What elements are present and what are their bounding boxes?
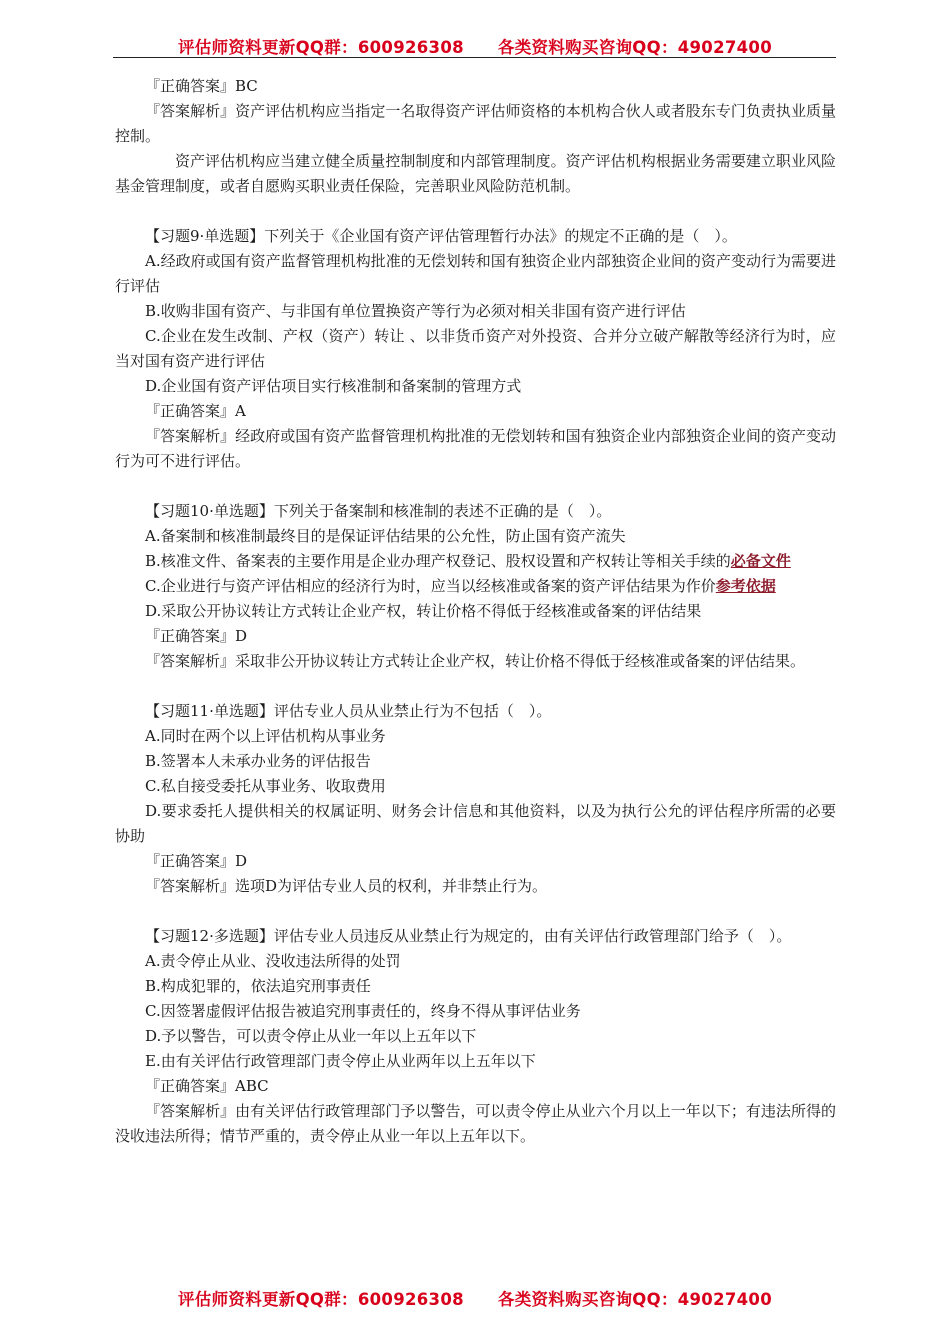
q8-answer: 『正确答案』BC bbox=[145, 77, 258, 95]
q9-analysis: 『答案解析』经政府或国有资产监督管理机构批准的无偿划转和国有独资企业内部独资企业间的资产变动行为可不进行评估。 bbox=[115, 427, 836, 470]
q8-analysis-cont: 资产评估机构应当建立健全质量控制制度和内部管理制度。资产评估机构根据业务需要建立职业风险基金管理制度，或者自愿购买职业责任保险，完善职业风险防范机制。 bbox=[115, 152, 836, 195]
q10-option-c bbox=[115, 574, 836, 599]
footer-qq-group: 评估师资料更新QQ群：600926308 bbox=[178, 1290, 464, 1309]
q10-option-c-link[interactable]: 参考依据 bbox=[715, 577, 776, 595]
q11-answer: 『正确答案』D bbox=[145, 852, 248, 870]
q11-option-a: A.同时在两个以上评估机构从事业务 bbox=[145, 727, 386, 745]
q12-option-e: E.由有关评估行政管理部门责令停止从业两年以上五年以下 bbox=[145, 1052, 536, 1070]
q12-option-a: A.责令停止从业、没收违法所得的处罚 bbox=[145, 952, 401, 970]
q11-option-b: B.签署本人未承办业务的评估报告 bbox=[145, 752, 371, 770]
q10-option-d: D.采取公开协议转让方式转让企业产权，转让价格不得低于经核准或备案的评估结果 bbox=[145, 602, 702, 620]
q10-answer: 『正确答案』D bbox=[145, 627, 248, 645]
footer-qq-contact: 各类资料购买咨询QQ：49027400 bbox=[497, 1290, 772, 1309]
q12-option-c: C.因签署虚假评估报告被追究刑事责任的，终身不得从事评估业务 bbox=[145, 1002, 581, 1020]
footer-banner bbox=[0, 1286, 950, 1310]
document-body bbox=[115, 74, 836, 1149]
q9-option-d: D.企业国有资产评估项目实行核准制和备案制的管理方式 bbox=[145, 377, 522, 395]
q9-option-b: B.收购非国有资产、与非国有单位置换资产等行为必须对相关非国有资产进行评估 bbox=[145, 302, 686, 320]
q10-title: 【习题10·单选题】下列关于备案制和核准制的表述不正确的是（ ）。 bbox=[145, 502, 612, 520]
q11-option-c: C.私自接受委托从事业务、收取费用 bbox=[145, 777, 386, 795]
q11-title: 【习题11·单选题】评估专业人员从业禁止行为不包括（ ）。 bbox=[145, 702, 552, 720]
q12-title: 【习题12·多选题】评估专业人员违反从业禁止行为规定的，由有关评估行政管理部门给予（ ）。 bbox=[145, 927, 792, 945]
q12-option-d: D.予以警告，可以责令停止从业一年以上五年以下 bbox=[145, 1027, 477, 1045]
q12-analysis: 『答案解析』由有关评估行政管理部门予以警告，可以责令停止从业六个月以上一年以下；有违法所得的没收违法所得；情节严重的，责令停止从业一年以上五年以下。 bbox=[115, 1102, 836, 1145]
q10-option-c-text: C.企业进行与资产评估相应的经济行为时，应当以经核准或备案的资产评估结果为作价 bbox=[145, 577, 716, 595]
header-banner bbox=[0, 34, 950, 58]
header-divider bbox=[113, 57, 836, 58]
q10-option-a: A.备案制和核准制最终目的是保证评估结果的公允性，防止国有资产流失 bbox=[145, 527, 626, 545]
q11-analysis: 『答案解析』选项D为评估专业人员的权利，并非禁止行为。 bbox=[145, 877, 548, 895]
q10-option-b-text: B.核准文件、备案表的主要作用是企业办理产权登记、股权设置和产权转让等相关手续的 bbox=[145, 552, 731, 570]
q11-option-d: D.要求委托人提供相关的权属证明、财务会计信息和其他资料，以及为执行公允的评估程序所需的必要协助 bbox=[115, 802, 836, 845]
header-qq-group: 评估师资料更新QQ群：600926308 bbox=[178, 38, 464, 57]
q8-analysis: 『答案解析』资产评估机构应当指定一名取得资产评估师资格的本机构合伙人或者股东专门负责执业质量控制。 bbox=[115, 102, 836, 145]
q12-answer: 『正确答案』ABC bbox=[145, 1077, 269, 1095]
q12-option-b: B.构成犯罪的，依法追究刑事责任 bbox=[145, 977, 371, 995]
q10-analysis: 『答案解析』采取非公开协议转让方式转让企业产权，转让价格不得低于经核准或备案的评估结果。 bbox=[145, 652, 806, 670]
q10-option-b bbox=[115, 549, 836, 574]
q9-title: 【习题9·单选题】下列关于《企业国有资产评估管理暂行办法》的规定不正确的是（ ）。 bbox=[145, 227, 737, 245]
q9-option-c: C.企业在发生改制、产权（资产）转让 、以非货币资产对外投资、合并分立破产解散等经济行为时，应当对国有资产进行评估 bbox=[115, 327, 836, 370]
q9-answer: 『正确答案』A bbox=[145, 402, 246, 420]
q10-option-b-link[interactable]: 必备文件 bbox=[730, 552, 791, 570]
q9-option-a: A.经政府或国有资产监督管理机构批准的无偿划转和国有独资企业内部独资企业间的资产变动行为需要进行评估 bbox=[115, 252, 836, 295]
header-qq-contact: 各类资料购买咨询QQ：49027400 bbox=[497, 38, 772, 57]
